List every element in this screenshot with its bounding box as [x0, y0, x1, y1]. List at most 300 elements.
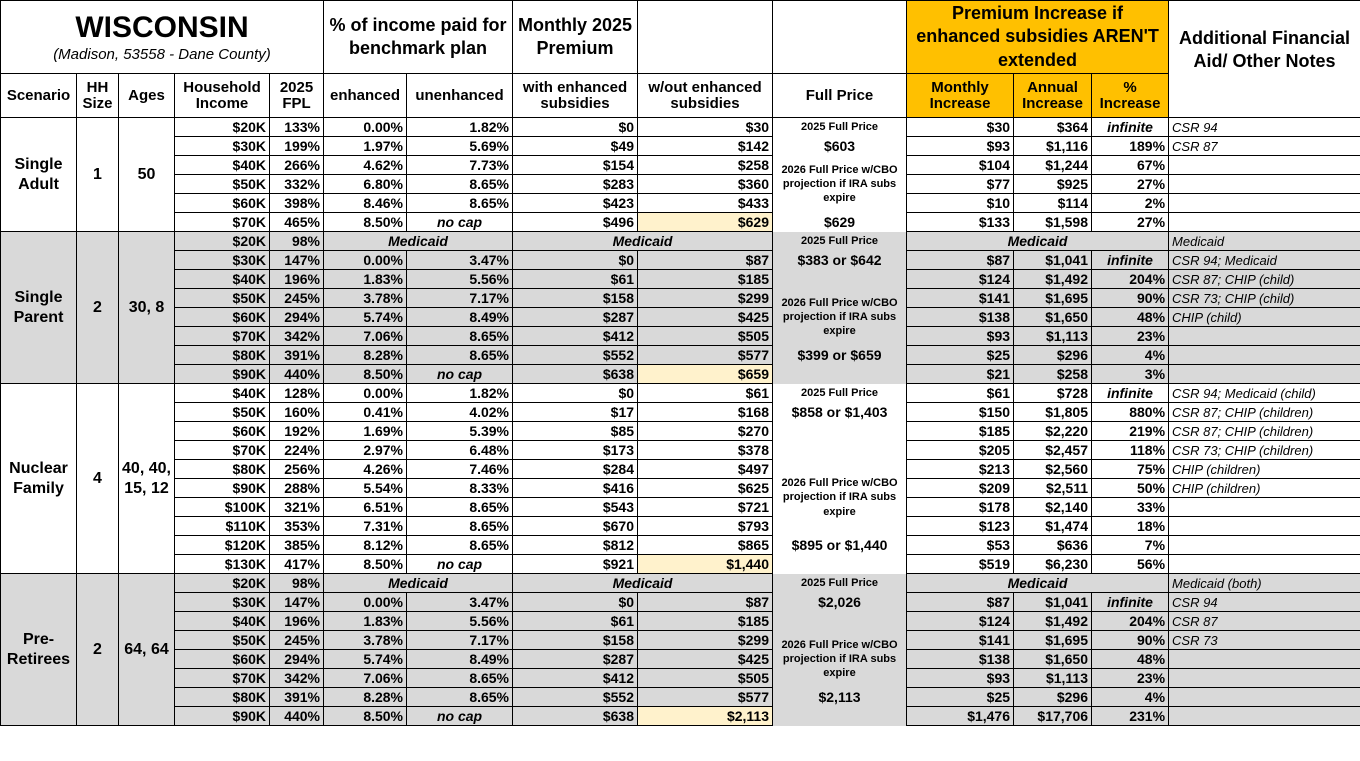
premium-with-enhanced: $412 — [513, 327, 638, 346]
fpl-percent: 321% — [270, 498, 324, 517]
premium-with-enhanced: $543 — [513, 498, 638, 517]
table-row — [1, 498, 1360, 517]
annual-increase: $1,492 — [1014, 270, 1092, 289]
hh-size: 1 — [77, 118, 119, 232]
annual-increase: $364 — [1014, 118, 1092, 137]
monthly-increase: $21 — [907, 365, 1014, 384]
enhanced-pct: 1.69% — [324, 422, 407, 441]
enhanced-pct: 1.83% — [324, 270, 407, 289]
fpl-percent: 196% — [270, 270, 324, 289]
annual-increase: $2,457 — [1014, 441, 1092, 460]
table-row — [1, 118, 1360, 137]
pct-increase: 231% — [1092, 707, 1169, 726]
monthly-increase: $93 — [907, 137, 1014, 156]
premium-with-enhanced: $0 — [513, 593, 638, 612]
annual-increase: $1,041 — [1014, 593, 1092, 612]
full-price-2026-label: 2026 Full Price w/CBO projection if IRA subs expire — [773, 631, 907, 688]
monthly-increase: $209 — [907, 479, 1014, 498]
enhanced-pct: 6.80% — [324, 175, 407, 194]
full-price-cell — [773, 422, 907, 441]
premium-without-enhanced: $505 — [638, 669, 773, 688]
table-row — [1, 441, 1360, 460]
fpl-percent: 342% — [270, 327, 324, 346]
premium-with-enhanced: $921 — [513, 555, 638, 574]
pct-increase: 27% — [1092, 175, 1169, 194]
annual-increase: $1,244 — [1014, 156, 1092, 175]
unenhanced-pct: no cap — [407, 707, 513, 726]
monthly-increase: $133 — [907, 213, 1014, 232]
monthly-increase: $25 — [907, 346, 1014, 365]
table-row — [1, 327, 1360, 346]
monthly-increase: $93 — [907, 669, 1014, 688]
household-income: $40K — [175, 270, 270, 289]
premium-with-enhanced: $158 — [513, 631, 638, 650]
household-income: $60K — [175, 194, 270, 213]
monthly-increase: $213 — [907, 460, 1014, 479]
table-row — [1, 612, 1360, 631]
monthly-increase: $124 — [907, 270, 1014, 289]
unenhanced-pct: 5.56% — [407, 270, 513, 289]
scenario-name: Pre- Retirees — [1, 574, 77, 726]
medicaid-label: Medicaid — [513, 574, 773, 593]
premium-without-enhanced: $168 — [638, 403, 773, 422]
monthly-increase: $1,476 — [907, 707, 1014, 726]
table-row — [1, 308, 1360, 327]
unenhanced-pct: no cap — [407, 213, 513, 232]
enhanced-pct: 7.06% — [324, 327, 407, 346]
monthly-increase: $10 — [907, 194, 1014, 213]
notes: Medicaid (both) — [1169, 574, 1360, 593]
unenhanced-pct: 8.65% — [407, 536, 513, 555]
monthly-increase: $185 — [907, 422, 1014, 441]
unenhanced-pct: 5.39% — [407, 422, 513, 441]
premium-with-enhanced: $0 — [513, 118, 638, 137]
table-row — [1, 175, 1360, 194]
unenhanced-pct: no cap — [407, 365, 513, 384]
premium-without-enhanced: $625 — [638, 479, 773, 498]
enhanced-pct: 7.06% — [324, 669, 407, 688]
premium-without-enhanced: $425 — [638, 308, 773, 327]
household-income: $30K — [175, 137, 270, 156]
table-row — [1, 365, 1360, 384]
premium-without-enhanced: $1,440 — [638, 555, 773, 574]
full-price-cell — [773, 707, 907, 726]
notes: CHIP (children) — [1169, 479, 1360, 498]
table-row — [1, 194, 1360, 213]
annual-increase: $1,695 — [1014, 631, 1092, 650]
household-income: $40K — [175, 156, 270, 175]
monthly-increase: $124 — [907, 612, 1014, 631]
annual-increase: $2,560 — [1014, 460, 1092, 479]
household-income: $40K — [175, 612, 270, 631]
premium-with-enhanced: $412 — [513, 669, 638, 688]
pct-increase: 2% — [1092, 194, 1169, 213]
full-price-cell — [773, 612, 907, 631]
col-fpl: 2025 FPL — [270, 74, 324, 118]
pct-increase: 189% — [1092, 137, 1169, 156]
annual-increase: $2,140 — [1014, 498, 1092, 517]
annual-increase: $1,650 — [1014, 650, 1092, 669]
annual-increase: $1,113 — [1014, 327, 1092, 346]
monthly-increase: $141 — [907, 289, 1014, 308]
fpl-percent: 342% — [270, 669, 324, 688]
pct-increase: 67% — [1092, 156, 1169, 175]
enhanced-pct: 8.28% — [324, 346, 407, 365]
premium-without-enhanced: $142 — [638, 137, 773, 156]
fpl-percent: 199% — [270, 137, 324, 156]
table-title: WISCONSIN (Madison, 53558 - Dane County) — [1, 1, 324, 74]
notes: CHIP (children) — [1169, 460, 1360, 479]
full-price-2026-value: $895 or $1,440 — [773, 536, 907, 555]
scenario-name: Nuclear Family — [1, 384, 77, 574]
unenhanced-pct: 8.49% — [407, 308, 513, 327]
table-row — [1, 384, 1360, 403]
enhanced-pct: 0.00% — [324, 251, 407, 270]
pct-increase: 204% — [1092, 270, 1169, 289]
household-income: $20K — [175, 232, 270, 251]
premium-without-enhanced: $505 — [638, 327, 773, 346]
fpl-percent: 391% — [270, 346, 324, 365]
pct-increase: 23% — [1092, 327, 1169, 346]
household-income: $70K — [175, 213, 270, 232]
fpl-percent: 332% — [270, 175, 324, 194]
monthly-increase: $30 — [907, 118, 1014, 137]
pct-increase: 4% — [1092, 688, 1169, 707]
pct-increase: 27% — [1092, 213, 1169, 232]
table-row — [1, 555, 1360, 574]
unenhanced-pct: 5.56% — [407, 612, 513, 631]
enhanced-pct: 6.51% — [324, 498, 407, 517]
col-full-price: Full Price — [773, 74, 907, 118]
full-price-2025-value: $603 — [773, 137, 907, 156]
enhanced-pct: 8.50% — [324, 555, 407, 574]
notes — [1169, 517, 1360, 536]
table-row — [1, 346, 1360, 365]
table-row — [1, 251, 1360, 270]
table-row — [1, 270, 1360, 289]
premium-with-enhanced: $173 — [513, 441, 638, 460]
pct-increase: 50% — [1092, 479, 1169, 498]
hh-size: 2 — [77, 232, 119, 384]
notes — [1169, 650, 1360, 669]
annual-increase: $2,511 — [1014, 479, 1092, 498]
annual-increase: $1,113 — [1014, 669, 1092, 688]
medicaid-label: Medicaid — [324, 574, 513, 593]
premium-without-enhanced: $577 — [638, 346, 773, 365]
scenario-name: Single Parent — [1, 232, 77, 384]
pct-increase: 204% — [1092, 612, 1169, 631]
household-income: $70K — [175, 441, 270, 460]
pct-increase: infinite — [1092, 384, 1169, 403]
col-annual-increase: Annual Increase — [1014, 74, 1092, 118]
table-row — [1, 403, 1360, 422]
annual-increase: $636 — [1014, 536, 1092, 555]
table-row — [1, 688, 1360, 707]
premium-with-enhanced: $416 — [513, 479, 638, 498]
enhanced-pct: 8.50% — [324, 365, 407, 384]
unenhanced-pct: 8.65% — [407, 194, 513, 213]
pct-increase: 4% — [1092, 346, 1169, 365]
household-income: $50K — [175, 289, 270, 308]
table-row — [1, 517, 1360, 536]
pct-increase: infinite — [1092, 593, 1169, 612]
premium-with-enhanced: $158 — [513, 289, 638, 308]
annual-increase: $1,598 — [1014, 213, 1092, 232]
premium-with-enhanced: $812 — [513, 536, 638, 555]
table-row — [1, 707, 1360, 726]
ages: 50 — [119, 118, 175, 232]
household-income: $30K — [175, 593, 270, 612]
notes — [1169, 536, 1360, 555]
premium-without-enhanced: $497 — [638, 460, 773, 479]
pct-increase: 33% — [1092, 498, 1169, 517]
table-body — [1, 118, 1360, 726]
enhanced-pct: 7.31% — [324, 517, 407, 536]
household-income: $20K — [175, 574, 270, 593]
monthly-increase: $61 — [907, 384, 1014, 403]
notes: CSR 87 — [1169, 612, 1360, 631]
premium-with-enhanced: $287 — [513, 308, 638, 327]
annual-increase: $296 — [1014, 346, 1092, 365]
fpl-percent: 385% — [270, 536, 324, 555]
premium-without-enhanced: $258 — [638, 156, 773, 175]
table-row — [1, 593, 1360, 612]
premium-without-enhanced: $865 — [638, 536, 773, 555]
household-income: $90K — [175, 707, 270, 726]
unenhanced-pct: 8.49% — [407, 650, 513, 669]
table-row — [1, 422, 1360, 441]
household-income: $50K — [175, 175, 270, 194]
pct-increase: 90% — [1092, 631, 1169, 650]
fpl-percent: 128% — [270, 384, 324, 403]
full-price-2026-label: 2026 Full Price w/CBO projection if IRA subs expire — [773, 156, 907, 213]
premium-with-enhanced: $61 — [513, 612, 638, 631]
notes: CSR 94 — [1169, 118, 1360, 137]
annual-increase: $1,116 — [1014, 137, 1092, 156]
enhanced-pct: 8.50% — [324, 213, 407, 232]
fpl-percent: 294% — [270, 308, 324, 327]
table-row — [1, 536, 1360, 555]
household-income: $90K — [175, 365, 270, 384]
unenhanced-pct: 5.69% — [407, 137, 513, 156]
col-enhanced: enhanced — [324, 74, 407, 118]
blank-header-2 — [773, 1, 907, 74]
monthly-increase: $53 — [907, 536, 1014, 555]
notes: CSR 94; Medicaid (child) — [1169, 384, 1360, 403]
household-income: $50K — [175, 403, 270, 422]
premium-without-enhanced: $87 — [638, 593, 773, 612]
premium-without-enhanced: $61 — [638, 384, 773, 403]
unenhanced-pct: 6.48% — [407, 441, 513, 460]
annual-increase: $2,220 — [1014, 422, 1092, 441]
unenhanced-pct: 7.17% — [407, 289, 513, 308]
col-hh-size: HH Size — [77, 74, 119, 118]
table-row — [1, 156, 1360, 175]
household-income: $40K — [175, 384, 270, 403]
notes — [1169, 365, 1360, 384]
premium-with-enhanced: $49 — [513, 137, 638, 156]
notes: CHIP (child) — [1169, 308, 1360, 327]
monthly-increase: $178 — [907, 498, 1014, 517]
annual-increase: $728 — [1014, 384, 1092, 403]
pct-increase: 3% — [1092, 365, 1169, 384]
col-ages: Ages — [119, 74, 175, 118]
household-income: $30K — [175, 251, 270, 270]
premium-increase-header: Premium Increase if enhanced subsidies AREN'T extended — [907, 1, 1169, 74]
full-price-cell — [773, 555, 907, 574]
pct-increase: 75% — [1092, 460, 1169, 479]
monthly-increase: $87 — [907, 593, 1014, 612]
unenhanced-pct: 8.65% — [407, 498, 513, 517]
fpl-percent: 160% — [270, 403, 324, 422]
notes: CSR 73 — [1169, 631, 1360, 650]
full-price-cell — [773, 365, 907, 384]
fpl-percent: 353% — [270, 517, 324, 536]
pct-increase: 90% — [1092, 289, 1169, 308]
premium-with-enhanced: $552 — [513, 688, 638, 707]
fpl-percent: 192% — [270, 422, 324, 441]
enhanced-pct: 5.74% — [324, 650, 407, 669]
medicaid-label: Medicaid — [907, 232, 1169, 251]
premium-with-enhanced: $17 — [513, 403, 638, 422]
full-price-2025-value: $858 or $1,403 — [773, 403, 907, 422]
unenhanced-pct: 8.65% — [407, 346, 513, 365]
notes — [1169, 669, 1360, 688]
annual-increase: $1,695 — [1014, 289, 1092, 308]
household-income: $90K — [175, 479, 270, 498]
household-income: $130K — [175, 555, 270, 574]
monthly-increase: $123 — [907, 517, 1014, 536]
table-row — [1, 460, 1360, 479]
premium-with-enhanced: $638 — [513, 707, 638, 726]
enhanced-pct: 0.00% — [324, 593, 407, 612]
pct-increase: 7% — [1092, 536, 1169, 555]
premium-with-enhanced: $496 — [513, 213, 638, 232]
premium-with-enhanced: $154 — [513, 156, 638, 175]
fpl-percent: 266% — [270, 156, 324, 175]
premium-without-enhanced: $270 — [638, 422, 773, 441]
unenhanced-pct: 8.33% — [407, 479, 513, 498]
enhanced-pct: 5.74% — [324, 308, 407, 327]
notes: Medicaid — [1169, 232, 1360, 251]
household-income: $60K — [175, 308, 270, 327]
premium-with-enhanced: $284 — [513, 460, 638, 479]
col-monthly-increase: Monthly Increase — [907, 74, 1014, 118]
fpl-percent: 440% — [270, 707, 324, 726]
enhanced-pct: 0.00% — [324, 118, 407, 137]
monthly-premium-header: Monthly 2025 Premium — [513, 1, 638, 74]
enhanced-pct: 8.28% — [324, 688, 407, 707]
full-price-2026-value: $629 — [773, 213, 907, 232]
notes — [1169, 707, 1360, 726]
premium-with-enhanced: $85 — [513, 422, 638, 441]
medicaid-label: Medicaid — [513, 232, 773, 251]
notes — [1169, 346, 1360, 365]
table-row — [1, 479, 1360, 498]
pct-income-header: % of income paid for benchmark plan — [324, 1, 513, 74]
pct-increase: 48% — [1092, 650, 1169, 669]
pct-increase: 18% — [1092, 517, 1169, 536]
full-price-cell — [773, 270, 907, 289]
pct-increase: infinite — [1092, 251, 1169, 270]
ages: 30, 8 — [119, 232, 175, 384]
notes — [1169, 194, 1360, 213]
hh-size: 2 — [77, 574, 119, 726]
fpl-percent: 288% — [270, 479, 324, 498]
full-price-2026-label: 2026 Full Price w/CBO projection if IRA subs expire — [773, 460, 907, 536]
medicaid-label: Medicaid — [324, 232, 513, 251]
monthly-increase: $93 — [907, 327, 1014, 346]
monthly-increase: $104 — [907, 156, 1014, 175]
full-price-cell — [773, 441, 907, 460]
full-price-2026-value: $2,113 — [773, 688, 907, 707]
fpl-percent: 440% — [270, 365, 324, 384]
annual-increase: $114 — [1014, 194, 1092, 213]
premium-without-enhanced: $425 — [638, 650, 773, 669]
annual-increase: $1,492 — [1014, 612, 1092, 631]
unenhanced-pct: 1.82% — [407, 384, 513, 403]
household-income: $60K — [175, 422, 270, 441]
col-with-enhanced: with enhanced subsidies — [513, 74, 638, 118]
enhanced-pct: 5.54% — [324, 479, 407, 498]
fpl-percent: 245% — [270, 289, 324, 308]
premium-without-enhanced: $378 — [638, 441, 773, 460]
notes — [1169, 175, 1360, 194]
household-income: $70K — [175, 327, 270, 346]
fpl-percent: 196% — [270, 612, 324, 631]
table-row — [1, 631, 1360, 650]
premium-with-enhanced: $283 — [513, 175, 638, 194]
notes: CSR 94 — [1169, 593, 1360, 612]
fpl-percent: 98% — [270, 232, 324, 251]
household-income: $120K — [175, 536, 270, 555]
unenhanced-pct: 4.02% — [407, 403, 513, 422]
pct-increase: 23% — [1092, 669, 1169, 688]
household-income: $80K — [175, 688, 270, 707]
fpl-percent: 224% — [270, 441, 324, 460]
table-row — [1, 213, 1360, 232]
enhanced-pct: 8.12% — [324, 536, 407, 555]
annual-increase: $296 — [1014, 688, 1092, 707]
premium-without-enhanced: $2,113 — [638, 707, 773, 726]
col-household-income: Household Income — [175, 74, 270, 118]
enhanced-pct: 4.26% — [324, 460, 407, 479]
fpl-percent: 465% — [270, 213, 324, 232]
household-income: $80K — [175, 346, 270, 365]
premium-with-enhanced: $61 — [513, 270, 638, 289]
annual-increase: $6,230 — [1014, 555, 1092, 574]
unenhanced-pct: 7.17% — [407, 631, 513, 650]
notes — [1169, 498, 1360, 517]
monthly-increase: $150 — [907, 403, 1014, 422]
unenhanced-pct: no cap — [407, 555, 513, 574]
col-scenario: Scenario — [1, 74, 77, 118]
premium-without-enhanced: $793 — [638, 517, 773, 536]
hh-size: 4 — [77, 384, 119, 574]
enhanced-pct: 8.46% — [324, 194, 407, 213]
notes-header: Additional Financial Aid/ Other Notes — [1169, 1, 1360, 118]
pct-increase: 56% — [1092, 555, 1169, 574]
fpl-percent: 417% — [270, 555, 324, 574]
premium-without-enhanced: $659 — [638, 365, 773, 384]
table-row — [1, 574, 1360, 593]
household-income: $70K — [175, 669, 270, 688]
fpl-percent: 294% — [270, 650, 324, 669]
premium-without-enhanced: $299 — [638, 631, 773, 650]
annual-increase: $1,041 — [1014, 251, 1092, 270]
fpl-percent: 398% — [270, 194, 324, 213]
full-price-2026-label: 2026 Full Price w/CBO projection if IRA subs expire — [773, 289, 907, 346]
